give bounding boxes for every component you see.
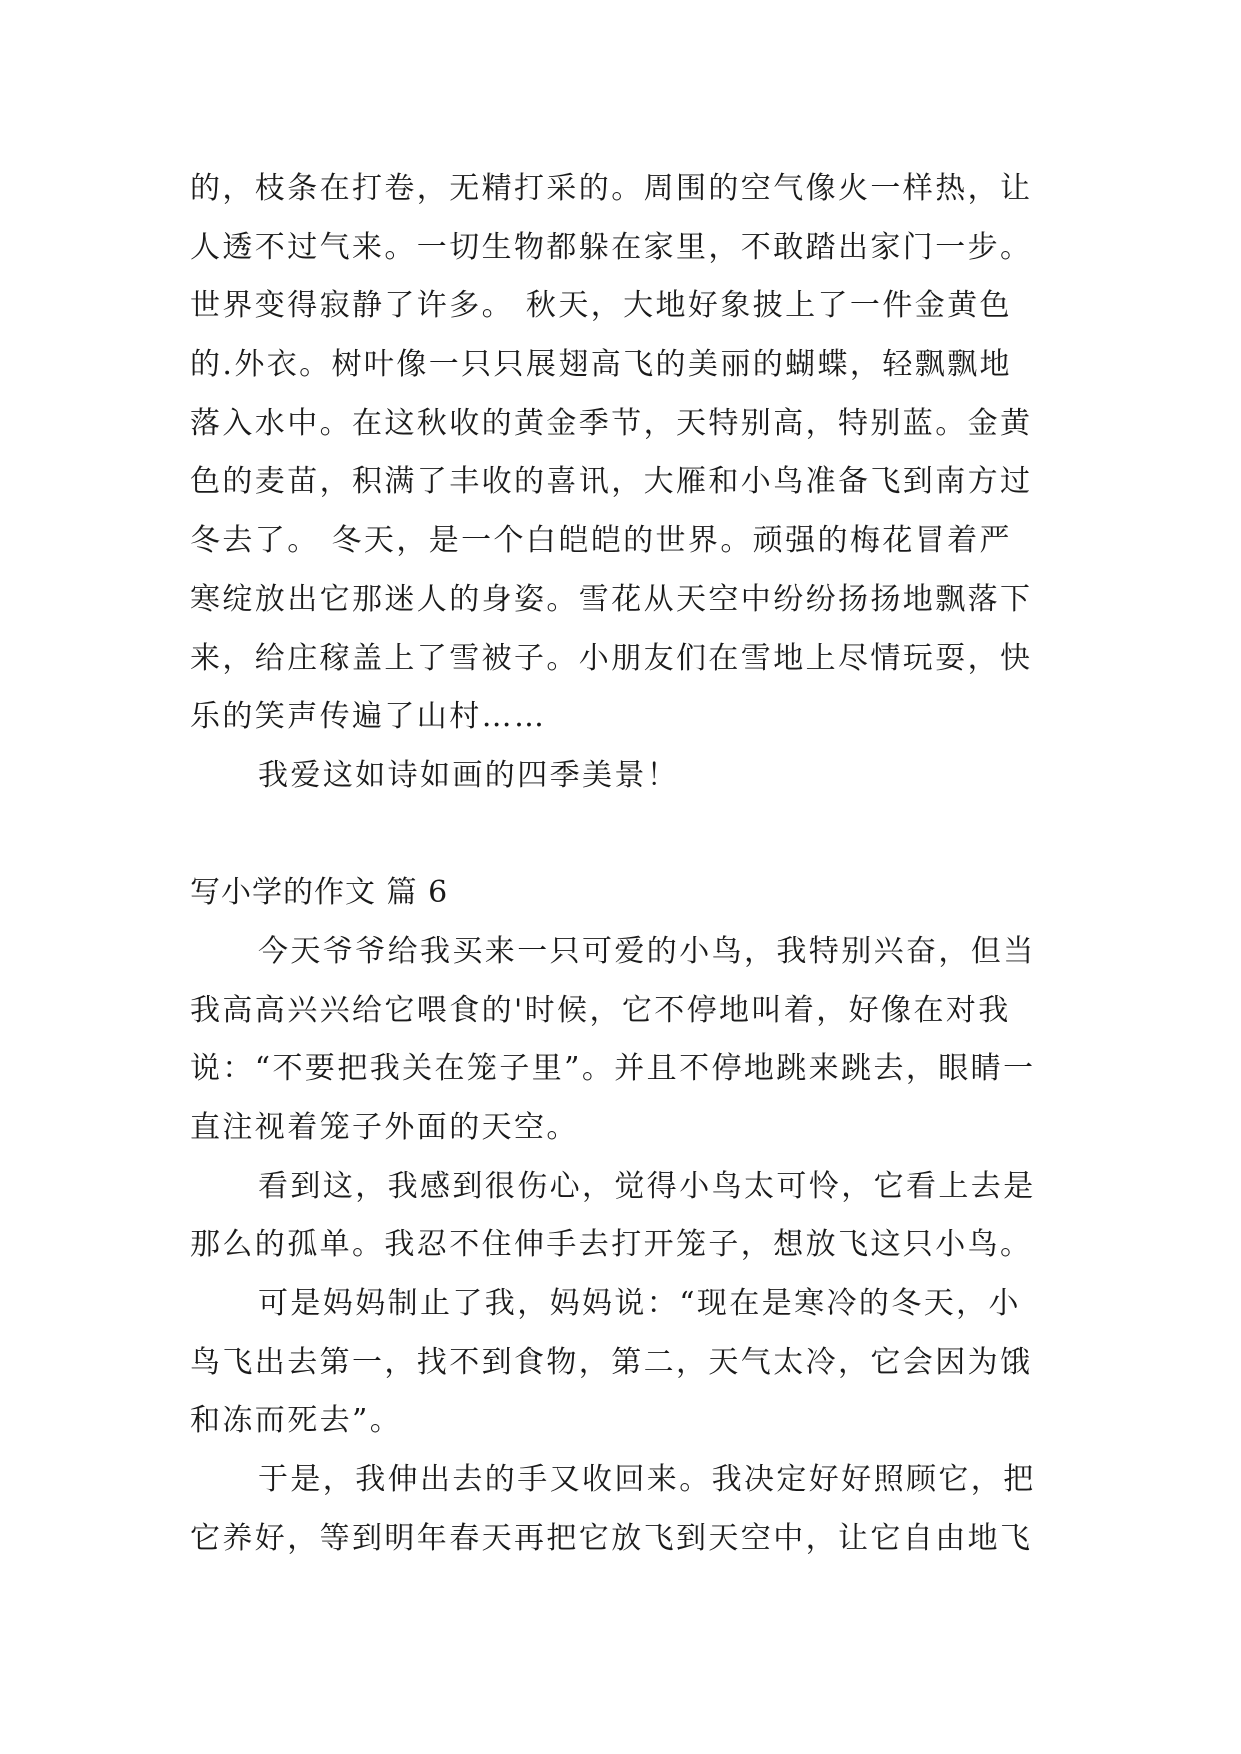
text-line: 人透不过气来。一切生物都躲在家里，不敢踏出家门一步。 bbox=[190, 229, 1033, 265]
text-line: 世界变得寂静了许多。 秋天，大地好象披上了一件金黄色 bbox=[190, 288, 1012, 324]
text-line: 乐的笑声传遍了山村…… bbox=[190, 699, 547, 735]
text-line: 今天爷爷给我买来一只可爱的小鸟，我特别兴奋，但当 bbox=[258, 933, 1036, 969]
paragraph-2 bbox=[190, 1158, 1070, 1275]
paragraph-4 bbox=[190, 1451, 1070, 1568]
text-line: 说：“不要把我关在笼子里”。并且不停地跳来跳去，眼睛一 bbox=[190, 1051, 1036, 1087]
text-line: 冬去了。 冬天，是一个白皑皑的世界。顽强的梅花冒着严 bbox=[190, 523, 1012, 559]
text-line: 那么的孤单。我忍不住伸手去打开笼子，想放飞这只小鸟。 bbox=[190, 1227, 1033, 1263]
text-line: 可是妈妈制止了我，妈妈说：“现在是寒冷的冬天，小 bbox=[258, 1286, 1021, 1322]
text-line: 落入水中。在这秋收的黄金季节，天特别高，特别蓝。金黄 bbox=[190, 405, 1033, 441]
text-line: 看到这，我感到很伤心，觉得小鸟太可怜，它看上去是 bbox=[258, 1168, 1036, 1204]
text-line: 它养好，等到明年春天再把它放飞到天空中，让它自由地飞 bbox=[190, 1520, 1033, 1556]
text-line: 我高高兴兴给它喂食的'时候，它不停地叫着，好像在对我 bbox=[190, 992, 1011, 1028]
document-body bbox=[190, 160, 1070, 1569]
text-line: 寒绽放出它那迷人的身姿。雪花从天空中纷纷扬扬地飘落下 bbox=[190, 581, 1033, 617]
paragraph-seasons bbox=[190, 160, 1070, 747]
text-line: 的.外衣。树叶像一只只展翅高飞的美丽的蝴蝶，轻飘飘地 bbox=[190, 347, 1012, 383]
text-line: 和冻而死去”。 bbox=[190, 1403, 403, 1439]
text-line: 色的麦苗，积满了丰收的喜讯，大雁和小鸟准备飞到南方过 bbox=[190, 464, 1033, 500]
essay-heading: 写小学的作文 篇 6 bbox=[190, 875, 449, 911]
text-line: 的，枝条在打卷，无精打采的。周围的空气像火一样热，让 bbox=[190, 171, 1033, 206]
paragraph-1 bbox=[190, 923, 1070, 1158]
paragraph-3 bbox=[190, 1275, 1070, 1451]
text-line: 鸟飞出去第一，找不到食物，第二，天气太冷，它会因为饿 bbox=[190, 1344, 1033, 1380]
text-line: 来，给庄稼盖上了雪被子。小朋友们在雪地上尽情玩耍，快 bbox=[190, 640, 1033, 676]
text-line: 于是，我伸出去的手又收回来。我决定好好照顾它，把 bbox=[258, 1462, 1036, 1498]
closing-sentence: 我爱这如诗如画的四季美景！ bbox=[258, 757, 680, 793]
text-line: 直注视着笼子外面的天空。 bbox=[190, 1110, 579, 1145]
blank-line bbox=[190, 806, 1070, 865]
